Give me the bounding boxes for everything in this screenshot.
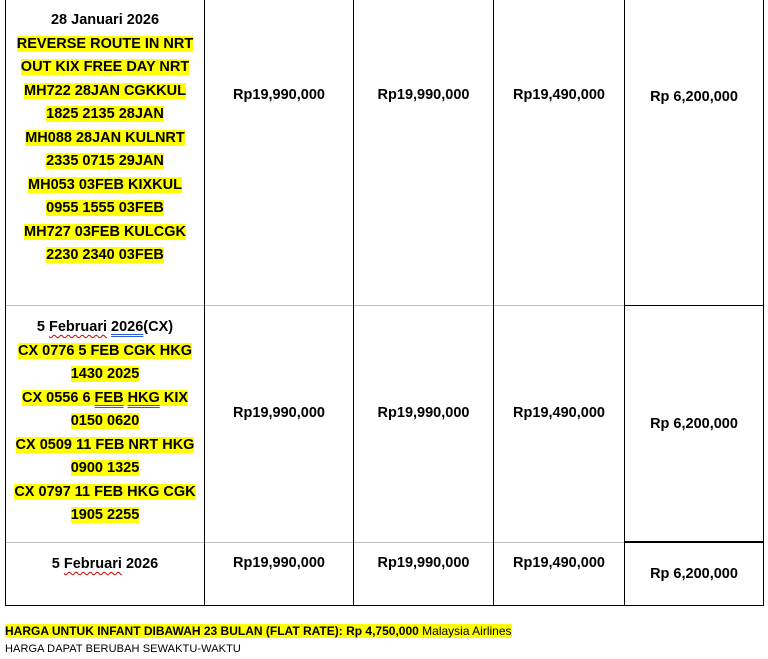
price-cell [205, 0, 354, 305]
departure-date: 5 Februari 2026(CX) [36, 319, 174, 335]
route-line: 1905 2255 [70, 507, 140, 523]
price-value: Rp19,490,000 [513, 555, 605, 571]
route-line: 2335 0715 29JAN [46, 153, 164, 169]
price-cell [494, 542, 624, 605]
departure-date: 28 Januari 2026 [50, 12, 160, 28]
route-line: CX 0509 11 FEB NRT HKG [15, 436, 195, 453]
route-line: 0900 1325 [70, 460, 140, 476]
itinerary-cell [5, 0, 205, 305]
price-cell [624, 305, 764, 542]
price-value: Rp19,990,000 [377, 555, 470, 571]
route-line: MH727 03FEB KULCGK [24, 223, 186, 240]
price-value: Rp 6,200,000 [650, 566, 738, 582]
price-value: Rp19,490,000 [513, 87, 605, 103]
infant-airline: Malaysia Airlines [422, 624, 512, 638]
price-value: Rp19,490,000 [513, 405, 605, 421]
price-cell [354, 542, 494, 605]
itinerary-cell [5, 542, 205, 605]
route-line: CX 0556 6 FEB HKG KIX [21, 389, 189, 406]
route-line: 1825 2135 28JAN [46, 106, 164, 122]
price-table [5, 0, 764, 605]
table-row [5, 305, 764, 543]
table-row [5, 542, 764, 606]
price-cell [354, 0, 494, 305]
route-line: MH088 28JAN KULNRT [25, 129, 185, 146]
price-value: Rp19,990,000 [233, 87, 325, 103]
route-line: REVERSE ROUTE IN NRT [16, 35, 194, 52]
price-cell [494, 0, 624, 305]
price-cell [494, 305, 624, 542]
price-value: Rp19,990,000 [377, 87, 470, 103]
route-line: 2230 2340 03FEB [46, 247, 164, 263]
infant-price-label: HARGA UNTUK INFANT DIBAWAH 23 BULAN (FLAT RATE): Rp 4,750,000 [5, 624, 419, 638]
route-line: CX 0797 11 FEB HKG CGK [14, 483, 196, 500]
route-line: MH053 03FEB KIXKUL [28, 176, 182, 193]
price-cell [205, 305, 354, 542]
route-line: MH722 28JAN CGKKUL [24, 82, 186, 99]
route-line: 0150 0620 [70, 413, 140, 429]
price-cell [205, 542, 354, 605]
departure-date: 5 Februari 2026 [51, 556, 159, 572]
price-value: Rp 6,200,000 [650, 416, 738, 432]
table-row [5, 0, 764, 306]
price-value: Rp 6,200,000 [650, 89, 738, 105]
price-value: Rp19,990,000 [233, 405, 325, 421]
price-cell [624, 542, 764, 605]
price-change-disclaimer: HARGA DAPAT BERUBAH SEWAKTU-WAKTU [5, 643, 241, 655]
price-cell [624, 0, 764, 306]
itinerary-cell [5, 305, 205, 542]
infant-price-note [5, 624, 512, 638]
route-line: CX 0776 5 FEB CGK HKG [17, 342, 193, 359]
price-cell [354, 305, 494, 542]
route-line: 1430 2025 [70, 366, 140, 382]
route-line: 0955 1555 03FEB [46, 200, 164, 216]
route-line: OUT KIX FREE DAY NRT [20, 59, 190, 75]
price-value: Rp19,990,000 [233, 555, 325, 571]
price-value: Rp19,990,000 [377, 405, 470, 421]
